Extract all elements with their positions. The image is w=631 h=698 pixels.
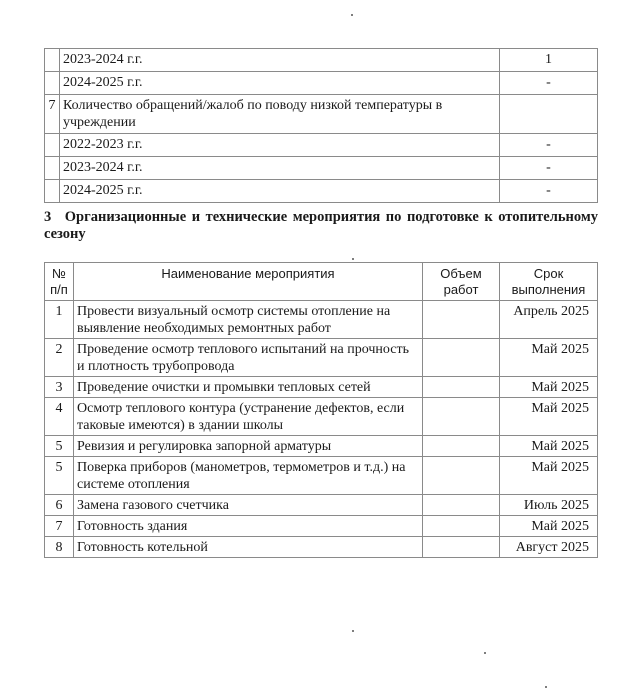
event-num: 7 bbox=[45, 516, 74, 537]
table-row bbox=[45, 516, 598, 537]
row-text: 2023-2024 г.г. bbox=[60, 49, 500, 72]
events-table bbox=[44, 262, 598, 558]
table-row bbox=[45, 537, 598, 558]
event-num: 1 bbox=[45, 301, 74, 339]
header-term: Срок выполнения bbox=[500, 263, 598, 301]
event-volume bbox=[423, 339, 500, 377]
row-text: 2024-2025 г.г. bbox=[60, 72, 500, 95]
header-volume: Объем работ bbox=[423, 263, 500, 301]
table-row bbox=[45, 457, 598, 495]
table-row bbox=[45, 398, 598, 436]
table-row bbox=[45, 95, 598, 134]
event-name: Готовность здания bbox=[74, 516, 423, 537]
scan-speck bbox=[484, 652, 486, 654]
scan-speck bbox=[352, 258, 354, 260]
event-volume bbox=[423, 301, 500, 339]
event-num: 6 bbox=[45, 495, 74, 516]
event-volume bbox=[423, 495, 500, 516]
event-term: Май 2025 bbox=[500, 457, 598, 495]
event-volume bbox=[423, 537, 500, 558]
row-value: - bbox=[500, 72, 598, 95]
row-number bbox=[45, 49, 60, 72]
event-num: 2 bbox=[45, 339, 74, 377]
section-heading bbox=[44, 209, 598, 243]
event-term: Май 2025 bbox=[500, 516, 598, 537]
event-term: Апрель 2025 bbox=[500, 301, 598, 339]
event-name: Осмотр теплового контура (устранение дефектов, если таковые имеются) в здании школы bbox=[74, 398, 423, 436]
row-value bbox=[500, 95, 598, 134]
scan-speck bbox=[545, 686, 547, 688]
section-number: 3 bbox=[44, 209, 52, 225]
event-name: Замена газового счетчика bbox=[74, 495, 423, 516]
event-name: Ревизия и регулировка запорной арматуры bbox=[74, 436, 423, 457]
row-value: - bbox=[500, 180, 598, 203]
table-row bbox=[45, 301, 598, 339]
row-text: 2023-2024 г.г. bbox=[60, 157, 500, 180]
event-name: Проведение очистки и промывки тепловых сетей bbox=[74, 377, 423, 398]
header-num: № п/п bbox=[45, 263, 74, 301]
event-term: Май 2025 bbox=[500, 398, 598, 436]
row-number bbox=[45, 157, 60, 180]
scan-speck bbox=[352, 630, 354, 632]
event-num: 8 bbox=[45, 537, 74, 558]
table-row bbox=[45, 377, 598, 398]
event-num: 5 bbox=[45, 457, 74, 495]
table-row bbox=[45, 72, 598, 95]
event-volume bbox=[423, 398, 500, 436]
event-name: Готовность котельной bbox=[74, 537, 423, 558]
row-text: Количество обращений/жалоб по поводу низкой температуры в учреждении bbox=[60, 95, 500, 134]
table-row bbox=[45, 339, 598, 377]
event-volume bbox=[423, 516, 500, 537]
event-name: Поверка приборов (манометров, термометров и т.д.) на системе отопления bbox=[74, 457, 423, 495]
table-row bbox=[45, 157, 598, 180]
event-num: 3 bbox=[45, 377, 74, 398]
row-text: 2024-2025 г.г. bbox=[60, 180, 500, 203]
event-term: Август 2025 bbox=[500, 537, 598, 558]
indicators-table bbox=[44, 48, 598, 203]
event-term: Май 2025 bbox=[500, 339, 598, 377]
table-row bbox=[45, 134, 598, 157]
event-num: 4 bbox=[45, 398, 74, 436]
event-term: Май 2025 bbox=[500, 377, 598, 398]
table-row bbox=[45, 495, 598, 516]
event-name: Проведение осмотр теплового испытаний на прочность и плотность трубопровода bbox=[74, 339, 423, 377]
scan-speck bbox=[351, 14, 353, 16]
section-title: Организационные и технические мероприятия по подготовке к отопительному сезону bbox=[44, 209, 599, 242]
row-number bbox=[45, 72, 60, 95]
row-number: 7 bbox=[45, 95, 60, 134]
row-text: 2022-2023 г.г. bbox=[60, 134, 500, 157]
event-name: Провести визуальный осмотр системы отопление на выявление необходимых ремонтных работ bbox=[74, 301, 423, 339]
table-row bbox=[45, 436, 598, 457]
event-term: Июль 2025 bbox=[500, 495, 598, 516]
event-num: 5 bbox=[45, 436, 74, 457]
row-value: - bbox=[500, 157, 598, 180]
row-number bbox=[45, 180, 60, 203]
table-row bbox=[45, 180, 598, 203]
table-row bbox=[45, 49, 598, 72]
table-header-row bbox=[45, 263, 598, 301]
row-number bbox=[45, 134, 60, 157]
row-value: - bbox=[500, 134, 598, 157]
event-volume bbox=[423, 436, 500, 457]
header-name: Наименование мероприятия bbox=[74, 263, 423, 301]
row-value: 1 bbox=[500, 49, 598, 72]
event-term: Май 2025 bbox=[500, 436, 598, 457]
event-volume bbox=[423, 377, 500, 398]
event-volume bbox=[423, 457, 500, 495]
